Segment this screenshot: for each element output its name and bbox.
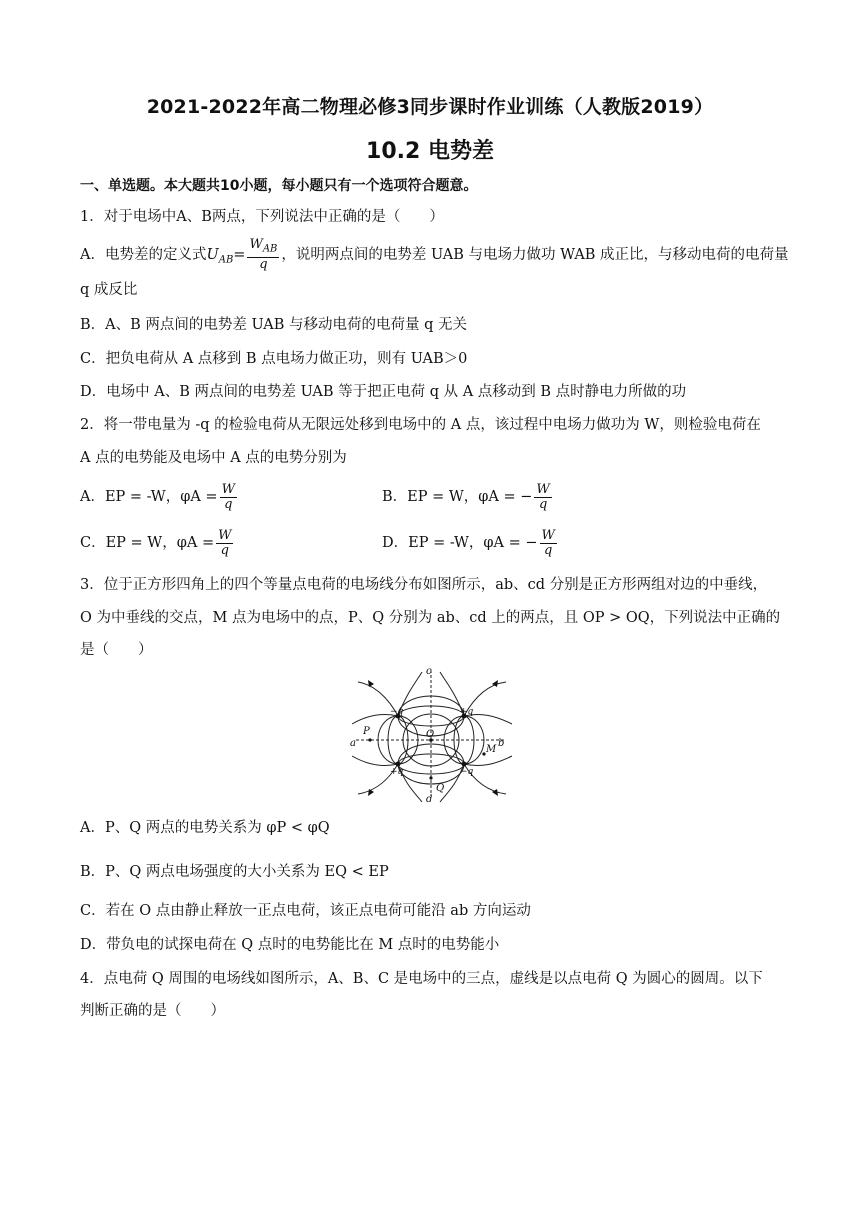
label-charge-bl: +q xyxy=(390,767,404,777)
q3-stem-3: 是（ ） xyxy=(80,642,153,658)
q1-formula-num-sub: AB xyxy=(262,243,278,255)
q2-option-c-num: W xyxy=(218,527,232,543)
q2-option-b xyxy=(382,478,554,516)
q3-option-c: C．若在 O 点由静止释放一正点电荷，该正点电荷可能沿 ab 方向运动 xyxy=(80,903,531,919)
q2-option-c-den: q xyxy=(220,542,229,558)
q3-stem-2: O 为中垂线的交点，M 点为电场中的点，P、Q 分别为 ab、cd 上的两点，且 OP > OQ，下列说法中正确的 xyxy=(80,610,781,626)
q1-formula-u: U xyxy=(206,246,219,263)
point-p xyxy=(368,738,371,741)
q2-option-d-label: D．EP = -W，φA = − xyxy=(382,535,538,551)
electric-field-figure xyxy=(346,664,518,804)
label-c: c xyxy=(426,666,432,677)
point-q xyxy=(429,776,432,779)
q2-option-c-label: C．EP = W，φA = xyxy=(80,535,215,551)
document-subtitle: 10.2 电势差 xyxy=(366,139,494,164)
q1-option-a-rest: ，说明两点间的电势差 UAB 与电场力做功 WAB 成正比，与移动电荷的电荷量 xyxy=(281,246,789,263)
label-a: a xyxy=(350,738,356,749)
q2-option-b-num: W xyxy=(536,481,550,497)
label-charge-br: −q xyxy=(460,767,474,777)
q2-option-d xyxy=(382,524,559,562)
q1-option-c: C．把负电荷从 A 点移到 B 点电场力做正功，则有 UAB＞0 xyxy=(80,351,468,367)
q2-option-a-label: A．EP = -W，φA = xyxy=(80,489,218,505)
q1-option-a-prefix: A．电势差的定义式 xyxy=(80,246,207,263)
q1-stem: 1．对于电场中A、B两点，下列说法中正确的是（ ） xyxy=(80,209,444,225)
label-charge-tr: +q xyxy=(460,707,474,717)
document-title: 2021-2022年高二物理必修3同步课时作业训练（人教版2019） xyxy=(146,96,714,118)
label-charge-tl: −q xyxy=(390,707,404,717)
label-o: O xyxy=(426,729,435,740)
section-heading: 一、单选题。本大题共10小题，每小题只有一个选项符合题意。 xyxy=(80,178,478,194)
q2-stem-1: 2．将一带电量为 -q 的检验电荷从无限远处移到电场中的 A 点，该过程中电场力做功为 W，则检验电荷在 xyxy=(80,417,761,433)
q1-option-d: D．电场中 A、B 两点间的电势差 UAB 等于把正电荷 q 从 A 点移动到 B 点时静电力所做的功 xyxy=(80,384,687,400)
q3-option-a: A．P、Q 两点的电势关系为 φP < φQ xyxy=(80,820,330,836)
q4-stem-1: 4．点电荷 Q 周围的电场线如图所示，A、B、C 是电场中的三点，虚线是以点电荷 Q 为圆心的圆周。以下 xyxy=(80,971,763,987)
q2-option-c xyxy=(80,524,235,562)
q2-option-a-num: W xyxy=(221,481,235,497)
q2-stem-2: A 点的电势能及电场中 A 点的电势分别为 xyxy=(80,450,347,466)
q2-option-a xyxy=(80,478,239,516)
label-q: Q xyxy=(436,783,445,794)
charge-bottom-right xyxy=(462,762,467,767)
charge-bottom-left xyxy=(396,762,401,767)
q1-formula-num: W xyxy=(249,237,263,252)
q2-option-b-den: q xyxy=(538,496,548,512)
q2-option-b-label: B．EP = W，φA = − xyxy=(382,489,533,505)
q1-option-b: B．A、B 两点间的电势差 UAB 与移动电荷的电荷量 q 无关 xyxy=(80,317,468,333)
q2-option-a-den: q xyxy=(224,496,233,512)
q2-option-d-den: q xyxy=(544,542,553,558)
q1-formula-eq: = xyxy=(233,246,246,263)
q1-option-a-cont: q 成反比 xyxy=(80,282,138,298)
q1-formula-u-sub: AB xyxy=(218,254,234,266)
label-b: b xyxy=(498,738,505,749)
q3-option-d: D．带负电的试探电荷在 Q 点时的电势能比在 M 点时的电势能小 xyxy=(80,937,500,953)
label-m: M xyxy=(486,744,497,755)
label-d: d xyxy=(426,794,433,804)
q2-option-d-num: W xyxy=(541,527,555,543)
q1-formula-den: q xyxy=(259,256,268,272)
label-p: P xyxy=(363,726,370,737)
q1-option-a xyxy=(80,238,789,275)
q3-option-b: B．P、Q 两点电场强度的大小关系为 EQ < EP xyxy=(80,864,389,880)
q1-formula-fraction xyxy=(247,238,279,272)
q4-stem-2: 判断正确的是（ ） xyxy=(80,1003,225,1019)
q3-stem-1: 3．位于正方形四角上的四个等量点电荷的电场线分布如图所示，ab、cd 分别是正方形两组对边的中垂线， xyxy=(80,577,768,593)
